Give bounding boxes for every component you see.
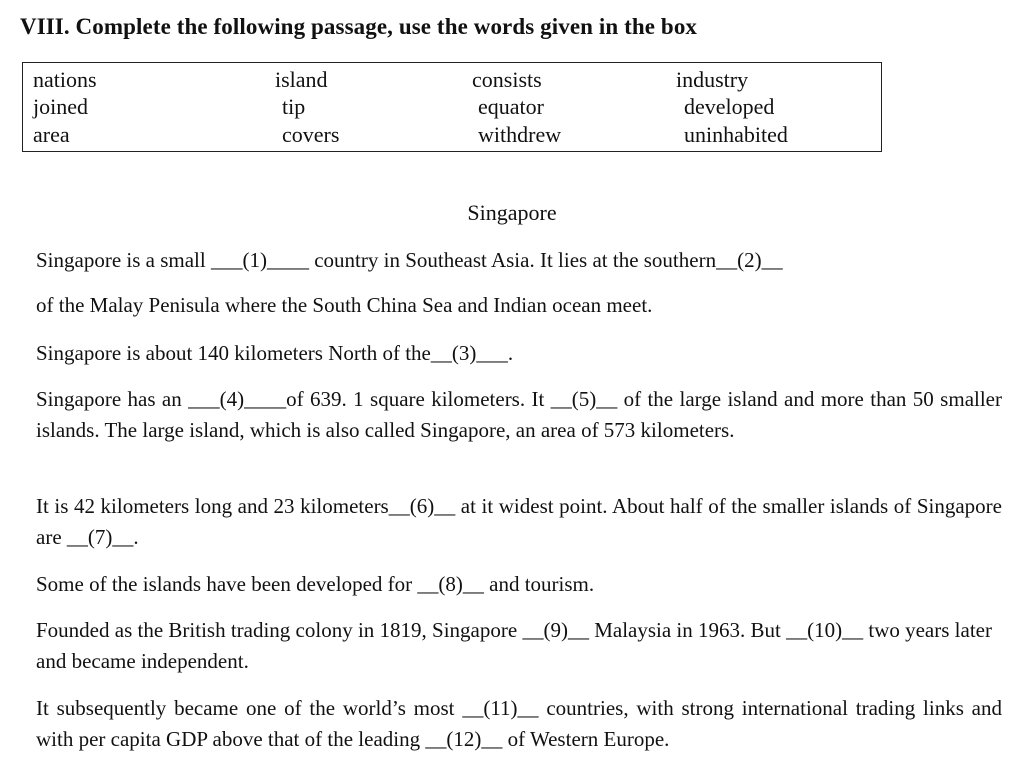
passage-paragraph <box>36 615 1002 677</box>
passage-paragraph <box>36 491 1002 553</box>
word-box-item: industry <box>676 67 749 92</box>
exercise-heading: VIII. Complete the following passage, use the words given in the box <box>20 14 698 39</box>
word-box-item: joined <box>33 94 88 119</box>
passage-text: . <box>507 341 514 365</box>
answer-blank-5: __(5)__ <box>550 387 618 411</box>
answer-blank-1: ___(1)____ <box>210 248 309 272</box>
word-box-item: consists <box>472 67 542 92</box>
passage-paragraph <box>36 384 1002 446</box>
word-box-item: island <box>275 67 328 92</box>
passage-text: country in Southeast Asia. It lies at the southern <box>308 248 717 272</box>
answer-blank-2: __(2)__ <box>716 248 783 272</box>
passage-text: . <box>133 525 139 549</box>
passage-text: of Western Europe. <box>502 727 670 751</box>
word-box <box>22 62 882 152</box>
passage-text: at it widest point. About half of the smaller islands of Singapore are <box>36 494 1002 549</box>
passage-paragraph <box>36 338 1002 369</box>
word-box-item: developed <box>684 94 775 119</box>
answer-blank-8: __(8)__ <box>417 572 484 596</box>
answer-blank-11: __(11)__ <box>462 696 539 720</box>
answer-blank-4: ___(4)____ <box>188 387 287 411</box>
passage-text: Some of the islands have been developed for <box>36 572 418 596</box>
word-box-item: withdrew <box>478 122 562 147</box>
passage-text: of the Malay Penisula where the South China Sea and Indian ocean meet. <box>36 293 653 317</box>
word-box-item: area <box>33 122 70 147</box>
answer-blank-12: __(12)__ <box>425 727 503 751</box>
answer-blank-9: __(9)__ <box>522 618 589 642</box>
passage-text: It is 42 kilometers long and 23 kilometers <box>36 494 389 518</box>
passage-title: Singapore <box>467 200 557 225</box>
passage-text: two years later and became independent. <box>36 618 992 673</box>
passage-paragraph <box>36 693 1002 755</box>
word-box-item: uninhabited <box>684 122 788 147</box>
answer-blank-10: __(10)__ <box>786 618 864 642</box>
word-box-item: tip <box>282 94 306 119</box>
passage-paragraph <box>36 245 1002 276</box>
passage-text: Singapore is about 140 kilometers North of the <box>36 341 431 365</box>
passage-text: Singapore has an <box>36 387 189 411</box>
passage-paragraph <box>36 569 1002 600</box>
passage-text: Malaysia in 1963. But <box>588 618 787 642</box>
answer-blank-7: __(7)__ <box>66 525 134 549</box>
answer-blank-6: __(6)__ <box>388 494 456 518</box>
passage-text: Founded as the British trading colony in 1819, Singapore <box>36 618 523 642</box>
passage-text: and tourism. <box>483 572 595 596</box>
passage-text: Singapore is a small <box>36 248 211 272</box>
passage-paragraph <box>36 290 1002 321</box>
word-box-item: nations <box>33 67 97 92</box>
answer-blank-3: __(3)___ <box>430 341 508 365</box>
passage-text: It subsequently became one of the world’s most <box>36 696 463 720</box>
word-box-item: equator <box>478 94 544 119</box>
word-box-item: covers <box>282 122 340 147</box>
passage-text: countries, with strong international trading links and with per capita GDP above that of the leading <box>36 696 1002 751</box>
passage-text: of the large island and more than 50 smaller islands. The large island, which is also called Singapore, an area of 573 kilometers. <box>36 387 1002 442</box>
passage-text: of 639. 1 square kilometers. It <box>286 387 551 411</box>
